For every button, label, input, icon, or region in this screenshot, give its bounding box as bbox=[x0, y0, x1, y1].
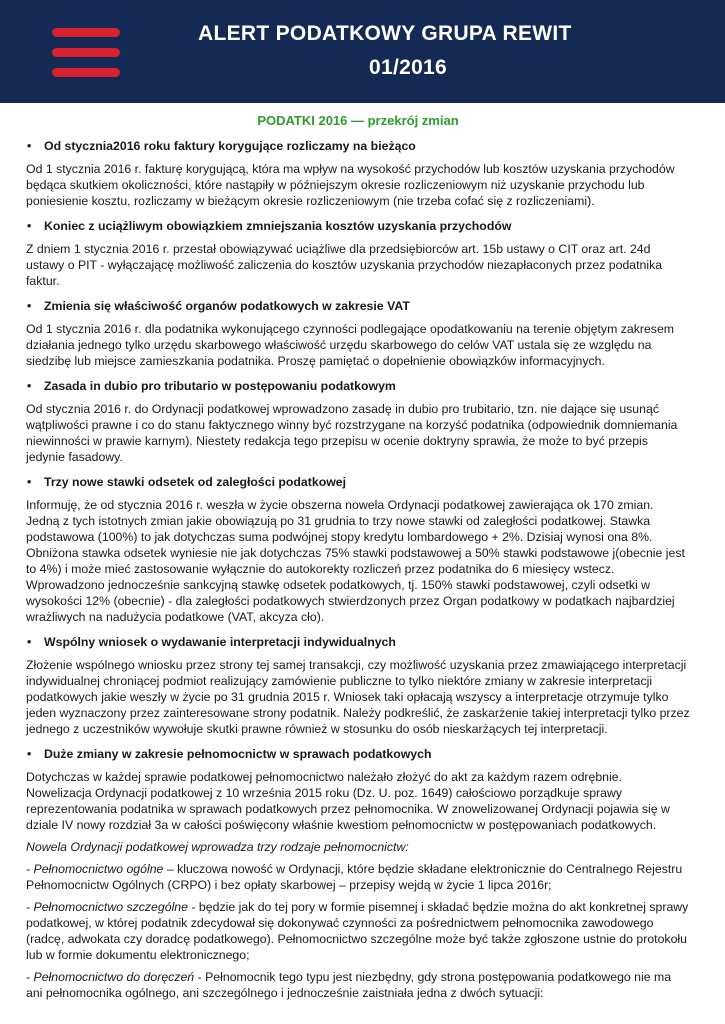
paragraph-7: Dotychczas w każdej sprawie podatkowej pełnomocnictwo należało złożyć do akt za każdym razem odrębnie. Nowelizacja Ordynacji podatkowej z 10 września 2015 roku (Dz. U. poz. 1649) całościowo porządkuje sprawy reprezentowania podatnika w sprawach podatkowych przez pełnomocnika. W znowelizowanej Ordynacji pojawia się w dziale IV nowy rozdział 3a w całości poświęcony właśnie kwestiom pełnomocnictw w postępowaniach podatkowych. bbox=[26, 770, 670, 832]
power-of-attorney-item: - Pełnomocnictwo ogólne – kluczowa nowość w Ordynacji, które będzie składane elektronicznie do Centralnego Rejestru Pełnomocnictw Ogólnych (CRPO) i bez opłaty skarbowej – przepisy wejdą w życie 1 lipca 2016r; bbox=[26, 862, 683, 892]
header-issue-number: 01/2016 bbox=[369, 56, 448, 79]
paragraph-2: Z dniem 1 stycznia 2016 r. przestał obowiązywać uciążliwe dla przedsiębiorców art. 15b ustawy o CIT oraz art. 24d ustawy o PIT - wyłączającę możliwość zaliczenia do kosztów uzyskania przychodów niezapłaconych przez podatnika faktur. bbox=[26, 242, 663, 288]
heading-4: • Zasada in dubio pro tributario w postępowaniu podatkowym bbox=[27, 379, 396, 393]
paragraph-3: Od 1 stycznia 2016 r. dla podatnika wykonującego czynności podlegające opodatkowaniu na terenie objętym zakresem działania jednego tylko urzędu skarbowego właściwość urzędu skarbowego do celów VAT ustala się ze względu na siedzibę lub miejsce zamieszkania podatnika. Proszę pamiętać o dopełnienie obowiązków informacyjnych. bbox=[26, 322, 675, 368]
paragraph-6: Złożenie wspólnego wniosku przez strony tej samej transakcji, czy możliwość uzyskania przez zmawiającego interpretacji indywidualnej chroniącej podmiot realizujący zamówienie publiczne to tylko niektóre zmiany w zakresie interpretacji podatkowych jakie weszły w życie po 31 grudnia 2015 r. Wniosek taki opłacają wszyscy a interpretacje otrzymuje tylko jeden wyznaczony przez zainteresowane strony podatnik. Należy podkreślić, że zaskarżenie takiej interpretacji tylko przez jednego z uczestników wywołuje skutki prawne również w stosunku do osób nieskarżących tej interpretacji. bbox=[26, 658, 690, 736]
paragraph-4: Od stycznia 2016 r. do Ordynacji podatkowej wprowadzono zasadę in dubio pro trubitario, tzn. nie dające się usunąć wątpliwości prawne i co do stanu faktycznego winny być rozstrzygane na korzyść podatnika (odpowiednik domniemania niewinności w prawie karnym). Niestety redakcja tego przepisu w ocenie doktryny sprawia, że może to być przepis jedynie fasadowy. bbox=[26, 402, 678, 464]
heading-6: • Wspólny wniosek o wydawanie interpretacji indywidualnych bbox=[27, 635, 396, 649]
power-of-attorney-item: - Pełnomocnictwo szczególne - będzie jak do tej pory w formie pisemnej i składać będzie można do akt konkretnej sprawy podatkowej, w której podatnik zdecydował się dokonywać czynności za pośrednictwem pełnomocnika zawodowego (radcę, adwokata czy doradcę podatkowego). Pełnomocnictwo szczególne może być także zgłoszone ustnie do protokołu lub w formie dokumentu elektronicznego; bbox=[26, 900, 689, 962]
heading-5: • Trzy nowe stawki odsetek od zaległości podatkowej bbox=[27, 475, 347, 489]
paragraph-1: Od 1 stycznia 2016 r. fakturę korygującą, która ma wpływ na wysokość przychodów lub kosztów uzyskania przychodów będąca skutkiem okoliczności, które nastąpiły w późniejszym okresie rozliczeniowym niż uzyskanie przychodu lub poniesienie kosztu, rozliczamy w bieżącym okresie rozliczeniowym (nie trzeba cofać się z rozliczeniami). bbox=[26, 162, 675, 208]
heading-3: • Zmienia się właściwość organów podatkowych w zakresie VAT bbox=[27, 299, 410, 313]
closing-intro: Nowela Ordynacji podatkowej wprowadza trzy rodzaje pełnomocnictw: bbox=[26, 840, 409, 854]
heading-1: • Od stycznia2016 roku faktury korygujące rozliczamy na bieżąco bbox=[27, 139, 416, 153]
header-title: ALERT PODATKOWY GRUPA REWIT bbox=[198, 22, 572, 45]
paragraph-5: Informuję, że od stycznia 2016 r. weszła w życie obszerna nowela Ordynacji podatkowej zawierająca ok 170 zmian. Jedną z tych istotnych zmian jakie obowiązują po 31 grudnia to trzy nowe stawki od zaległości podatkowej. Stawka podstawowa (100%) to jak dotychczas suma podwójnej stopy kredytu lombardowego + 2%. Dzisiaj wynosi ona 8%. Obniżona stawka odsetek wyniesie nie jak dotychczas 75% stawki podstawowej a 50% stawki podstawowe j(obecnie jest to 4%) i może mieć zastosowanie wyłącznie do autokorekty rozliczeń przez podatnika do 6 miesięcy wstecz. Wprowadzono jednocześnie sankcyjną stawkę odsetek podatkowych, tj. 150% stawki podstawowej, czyli odsetki w wysokości 12% (obecnie) - dla zaległości podatkowych stwierdzonych przez Organ podatkowy w podatkach najbardziej wrażliwych na nadużycia podatkowe (VAT, akcyza cło). bbox=[26, 498, 685, 624]
heading-7: • Duże zmiany w zakresie pełnomocnictw w sprawach podatkowych bbox=[27, 747, 432, 761]
document-body bbox=[26, 113, 690, 1007]
power-of-attorney-item: - Pełnomocnictwo do doręczeń - Pełnomocnik tego typu jest niezbędny, gdy strona postępowania podatkowego nie ma ani pełnomocnika ogólnego, ani szczególnego i jednocześnie zaistniała jedna z dwóch sytuacji: bbox=[26, 970, 672, 1000]
heading-2: • Koniec z uciążliwym obowiązkiem zmniejszania kosztów uzyskania przychodów bbox=[27, 219, 512, 233]
section-title: PODATKI 2016 — przekrój zmian bbox=[257, 113, 459, 128]
rewit-logo-icon bbox=[52, 28, 120, 80]
page-header bbox=[0, 0, 725, 103]
